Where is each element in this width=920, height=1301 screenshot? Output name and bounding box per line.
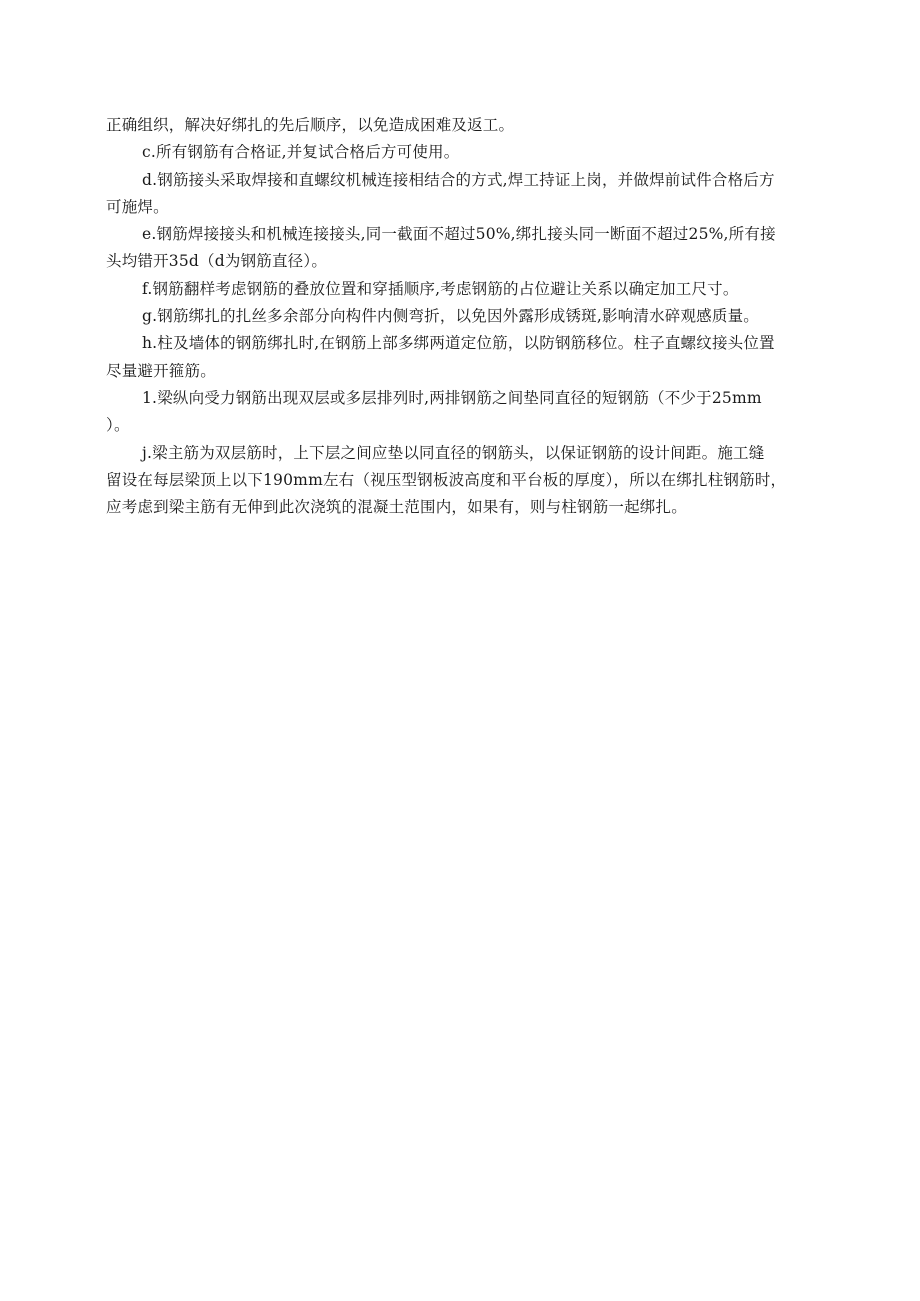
text-line: c.所有钢筋有合格证,并复试合格后方可使用。	[142, 143, 460, 162]
paragraph-e	[106, 221, 842, 276]
paragraph-intro	[106, 112, 842, 139]
text-line: 1.梁纵向受力钢筋出现双层或多层排列时,两排钢筋之间垫同直径的短钢筋（不少于25mm	[142, 388, 762, 407]
text-line: g.钢筋绑扎的扎丝多余部分向构件内侧弯折，以免因外露形成锈斑,影响清水碎观感质量。	[142, 307, 759, 326]
text-line: 留设在每层梁顶上以下190mm左右（视压型钢板波高度和平台板的厚度），所以在绑扎柱钢筋时，	[106, 470, 787, 489]
paragraph-j	[106, 440, 842, 522]
paragraph-d	[106, 167, 842, 222]
text-line: j.梁主筋为双层筋时，上下层之间应垫以同直径的钢筋头，以保证钢筋的设计间距。施工缝	[142, 443, 765, 462]
text-line: h.柱及墙体的钢筋绑扎时,在钢筋上部多绑两道定位筋，以防钢筋移位。柱子直螺纹接头位置	[142, 334, 775, 353]
text-line: f.钢筋翻样考虑钢筋的叠放位置和穿插顺序,考虑钢筋的占位避让关系以确定加工尺寸。	[142, 279, 739, 298]
paragraph-c	[106, 139, 842, 166]
text-line: ）。	[106, 416, 130, 435]
text-line: d.钢筋接头采取焊接和直螺纹机械连接相结合的方式,焊工持证上岗，并做焊前试件合格后方	[142, 170, 775, 189]
text-line: 正确组织，解决好绑扎的先后顺序，以免造成困难及返工。	[106, 116, 515, 134]
text-line: e.钢筋焊接接头和机械连接接头,同一截面不超过50%,绑扎接头同一断面不超过25%,所有接	[142, 225, 776, 244]
text-line: 尽量避开箍筋。	[106, 361, 216, 380]
text-line: 应考虑到梁主筋有无伸到此次浇筑的混凝土范围内，如果有，则与柱钢筋一起绑扎。	[106, 498, 687, 517]
paragraph-g	[106, 303, 842, 330]
paragraph-f	[106, 276, 842, 303]
text-line: 头均错开35d（d为钢筋直径）。	[106, 252, 328, 271]
text-line: 可施焊。	[106, 197, 169, 216]
paragraph-i	[106, 385, 842, 440]
document-body	[106, 112, 842, 521]
paragraph-h	[106, 330, 842, 385]
